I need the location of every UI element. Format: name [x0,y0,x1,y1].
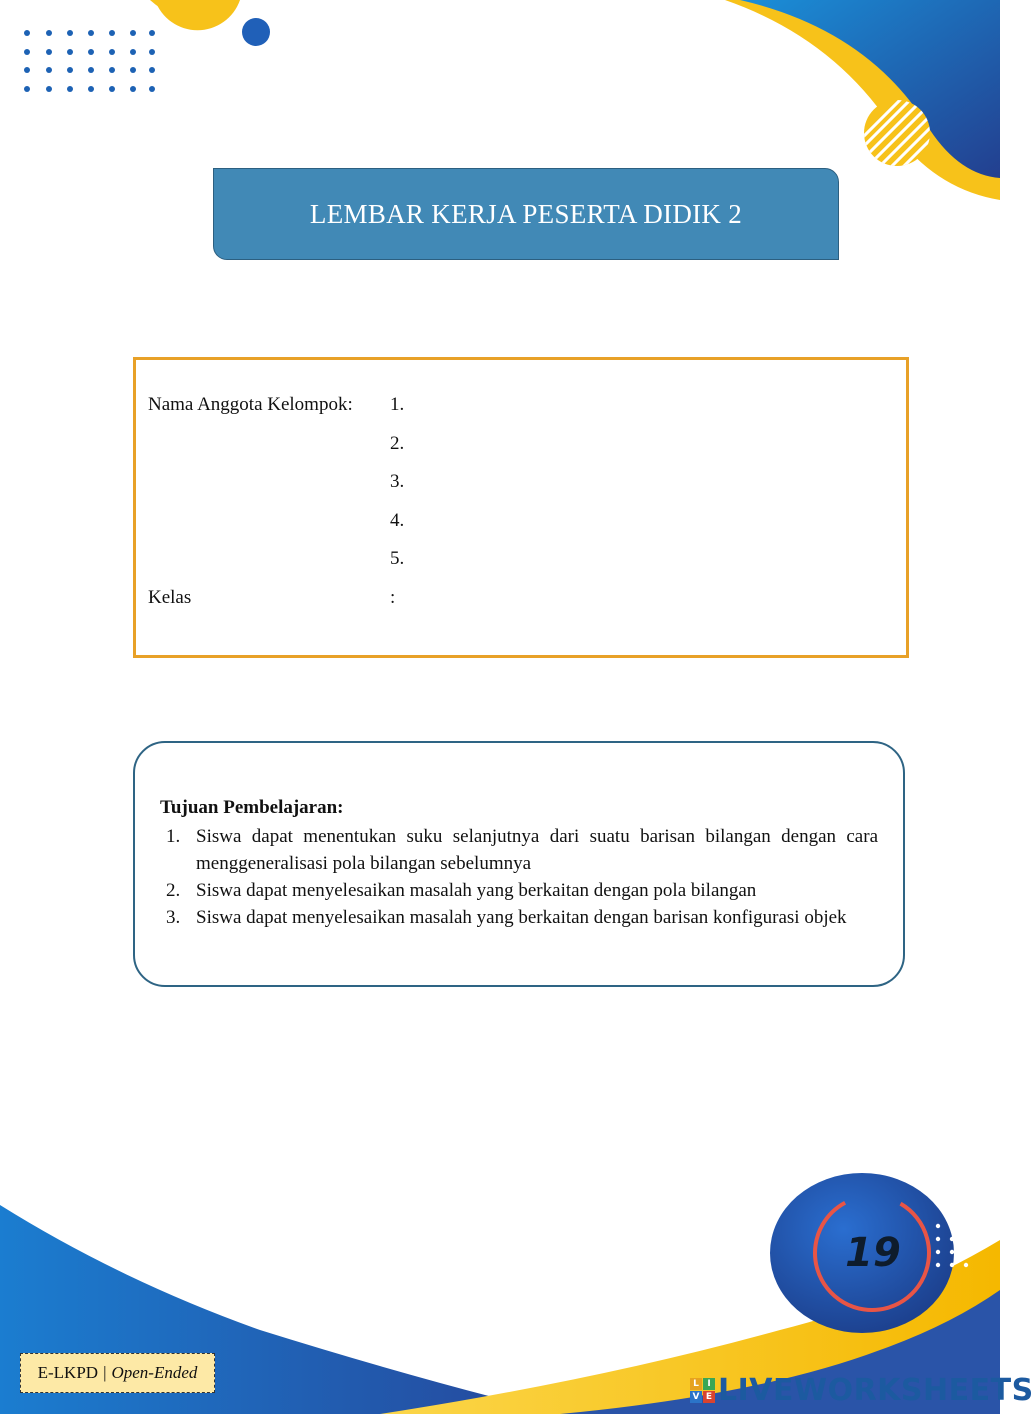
page-title: LEMBAR KERJA PESERTA DIDIK 2 [309,198,743,229]
liveworksheets-logo-icon: L I V E [690,1378,715,1403]
objectives-heading: Tujuan Pembelajaran: [160,797,344,818]
dots-pattern-top-left [24,30,155,92]
objectives-list [160,823,878,931]
objective-number: 1. [166,826,181,847]
objective-item [160,904,878,931]
member-number-1: 1. [390,394,405,415]
member-number-3: 3. [390,471,405,492]
objective-text: Siswa dapat menentukan suku selanjutnya dari suatu barisan bilangan dengan cara menggeneralisasi pola bilangan sebelumnya [196,826,878,874]
objective-text: Siswa dapat menyelesaikan masalah yang berkaitan dengan pola bilangan [196,880,757,901]
member-number-2: 2. [390,433,405,454]
footer-tag-suffix: Open-Ended [111,1363,198,1382]
objective-text: Siswa dapat menyelesaikan masalah yang berkaitan dengan barisan konfigurasi objek [196,907,847,928]
liveworksheets-brand-text: LIVEWORKSHEETS [718,1372,1034,1408]
page-number: 19 [845,1230,901,1276]
title-banner [213,168,839,260]
footer-tag-separator: | [103,1363,107,1382]
liveworksheets-logo[interactable] [690,1370,1034,1410]
blue-dot-top [242,18,270,46]
members-label: Nama Anggota Kelompok: [148,394,353,415]
objective-item [160,823,878,877]
footer-tag-prefix: E-LKPD [37,1363,99,1382]
class-label: Kelas [148,587,192,608]
footer-tag [20,1353,215,1393]
objective-number: 2. [166,880,181,901]
member-number-4: 4. [390,510,405,531]
objective-number: 3. [166,907,181,928]
objective-item [160,877,878,904]
member-number-5: 5. [390,548,405,569]
class-value: : [390,587,396,608]
